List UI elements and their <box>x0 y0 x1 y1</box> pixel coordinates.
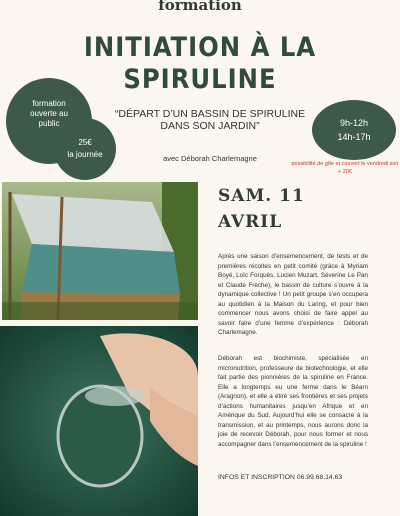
intro-paragraph: Après une saison d’ensemencement, de tests et de premières récoltes en petit comité (grâce à Myriam Boyé, Loïc Forquès, Lucien Muzart, Séverine Le Pan et Claude Frèche), le bassin de culture s’ouvre à la dynamique collective ! Un petit groupe s’en occupera au quotidien à la Maison du Laring, et pour bien commencer nous avons choisi de faire appel au savoir faire d’une femme d’expérience : Déborah Charlemagne. <box>218 253 368 336</box>
schedule-badge <box>312 100 396 160</box>
title-line-2: SPIRULINE <box>123 64 277 95</box>
title-line-1: INITIATION À LA <box>83 32 317 63</box>
public-badge-line: ouverte au <box>30 109 68 118</box>
public-badge-line: public <box>38 119 60 128</box>
header-label: formation <box>158 0 242 14</box>
schedule-afternoon: 14h-17h <box>337 132 371 142</box>
lodging-note: possibilité de gîte et couvert le vendredi soir + 20€ <box>291 161 399 175</box>
event-date-day: SAM. 11 <box>218 186 305 206</box>
instructor-line: avec Déborah Charlemagne <box>163 154 257 163</box>
bio-paragraph: Déborah est biochimiste, spécialisée en micronutrition, professeure de biotechnologie, et elle fait partie des pionnières de la spiruline en France. Elle a longtemps eu une ferme dans le Béarn (Aragnon), et elle a étiré ses frontières et ses projets d’actions humanitaires jusqu’en Afrique et en Amérique du Sud. Aujourd’hui elle se consacre à la transmission, et au printemps, nous aurons donc la joie de recevoir Déborah, pour nous former et nous accompagner dans l’ensemencement de la spiruline ! <box>218 355 368 448</box>
quote-text: “DÉPART D’UN BASSIN DE SPIRULINE DANS SON JARDIN” <box>114 108 306 132</box>
jar-photo <box>0 326 198 516</box>
event-date-month: AVRIL <box>218 212 283 232</box>
schedule-morning: 9h-12h <box>339 118 369 128</box>
price-amount: 25€ <box>78 138 92 147</box>
public-badge-line: formation <box>32 99 66 108</box>
contact-info: INFOS ET INSCRIPTION 06.99.68.14.63 <box>218 474 343 481</box>
price-badge <box>54 118 116 180</box>
basin-photo <box>2 182 198 320</box>
price-unit: la journée <box>67 150 103 159</box>
